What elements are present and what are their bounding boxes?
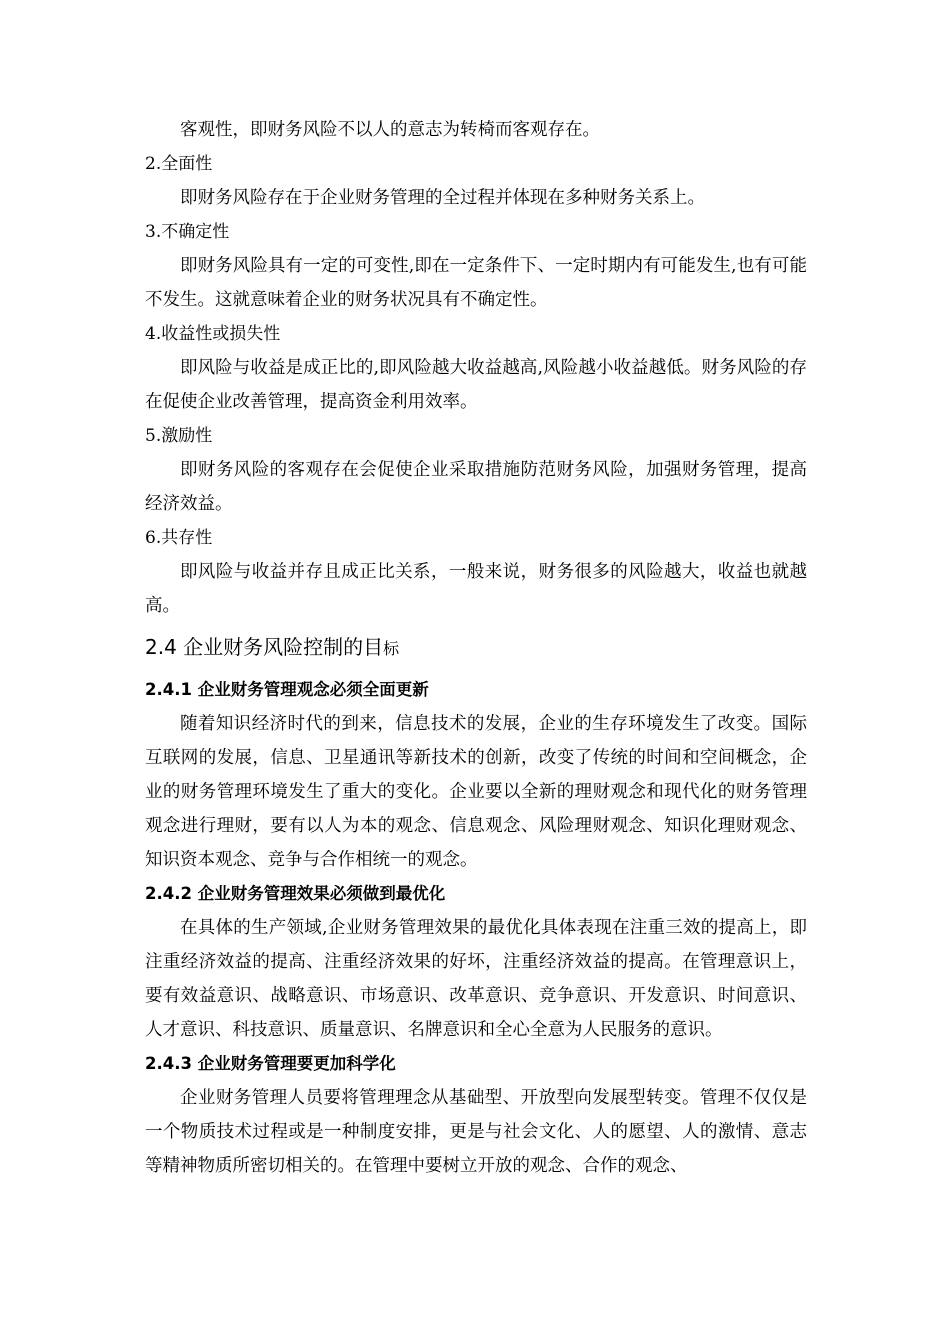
item-text-4: 即风险与收益是成正比的,即风险越大收益越高,风险越小收益越低。财务风险的存在促使企业改善管理，提高资金利用效率。 <box>145 358 807 412</box>
item-text-3: 即财务风险具有一定的可变性,即在一定条件下、一定时期内有可能发生,也有可能不发生。这就意味着企业的财务状况具有不确定性。 <box>145 256 807 310</box>
subsection-heading-2: 2.4.2 企业财务管理效果必须做到最优化 <box>145 884 446 903</box>
subsection-text-3: 企业财务管理人员要将管理理念从基础型、开放型向发展型转变。管理不仅仅是一个物质技术过程或是一种制度安排，更是与社会文化、人的愿望、人的激情、意志等精神物质所密切相关的。在管理中要树立开放的观念、合作的观念、 <box>145 1088 807 1176</box>
item-text-2: 即财务风险存在于企业财务管理的全过程并体现在多种财务关系上。 <box>180 188 705 208</box>
item-text-6: 即风险与收益并存且成正比关系，一般来说，财务很多的风险越大，收益也就越高。 <box>145 562 807 616</box>
intro-paragraph: 客观性，即财务风险不以人的意志为转椅而客观存在。 <box>180 120 600 140</box>
section-title <box>145 627 807 669</box>
section-title-tail: 标 <box>383 639 400 658</box>
item-heading-3: 3.不确定性 <box>145 222 230 242</box>
subsection-text-2: 在具体的生产领域,企业财务管理效果的最优化具体表现在注重三效的提高上，即注重经济效益的提高、注重经济效果的好坏，注重经济效益的提高。在管理意识上，要有效益意识、战略意识、市场意识、改革意识、竞争意识、开发意识、时间意识、人才意识、科技意识、质量意识、名牌意识和全心全意为人民服务的意识。 <box>145 918 807 1040</box>
item-heading-4: 4.收益性或损失性 <box>145 324 281 344</box>
item-heading-2: 2.全面性 <box>145 154 213 174</box>
item-text-5: 即财务风险的客观存在会促使企业采取措施防范财务风险，加强财务管理，提高经济效益。 <box>145 460 807 514</box>
subsection-heading-1: 2.4.1 企业财务管理观念必须全面更新 <box>145 680 429 699</box>
item-heading-6: 6.共存性 <box>145 528 213 548</box>
item-heading-5: 5.激励性 <box>145 426 213 446</box>
subsection-heading-3: 2.4.3 企业财务管理要更加科学化 <box>145 1054 396 1073</box>
document-page <box>145 113 807 1183</box>
subsection-text-1: 随着知识经济时代的到来，信息技术的发展，企业的生存环境发生了改变。国际互联网的发展，信息、卫星通讯等新技术的创新，改变了传统的时间和空间概念，企业的财务管理环境发生了重大的变化。企业要以全新的理财观念和现代化的财务管理观念进行理财，要有以人为本的观念、信息观念、风险理财观念、知识化理财观念、知识资本观念、竞争与合作相统一的观念。 <box>145 714 807 870</box>
section-title-main: 2.4 企业财务风险控制的目 <box>145 635 384 659</box>
